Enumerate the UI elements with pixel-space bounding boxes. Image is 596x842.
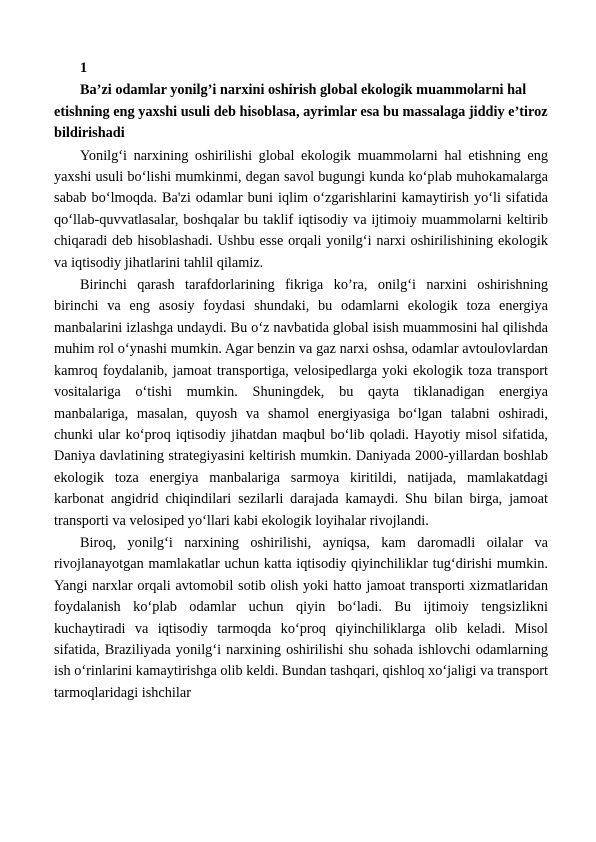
section-number: 1 (80, 60, 88, 76)
paragraph-intro: Yonilg‘i narxining oshirilishi global ekologik muammolarni hal etishning eng yaxshi usuli bo‘lishi mumkinmi, degan savol bugungi kunda ko‘plab muhokamalarga sabab bo‘lmoqda. Ba'zi odamlar buni iqlim o‘zgarishlarini kamaytirish yo‘li sifatida qo‘llab-quvvatlasalar, boshqalar bu taklif iqtisodiy va ijtimoiy muammolarni keltirib chiqaradi deb hisoblashadi. Ushbu esse orqali yonilg‘i narxi oshirilishining ekologik va iqtisodiy jihatlarini tahlil qilamiz. (54, 147, 548, 271)
essay-heading: Ba’zi odamlar yonilg’i narxini oshirish global ekologik muammolarni hal etishning eng yaxshi usuli deb hisoblasa, ayrimlar esa bu massalaga jiddiy e’tiroz bildirishadi (54, 82, 548, 142)
paragraph-argument-for: Birinchi qarash tarafdorlarining fikriga ko’ra, onilg‘i narxini oshirishning birinchi va eng asosiy foydasi shundaki, bu odamlarni ekologik toza energiya manbalarini izlashga undaydi. Bu o‘z navbatida global isish muammosini hal qilishda muhim rol o‘ynashi mumkin. Agar benzin va gaz narxi oshsa, odamlar avtoulovlardan kamroq foydalanib, jamoat transportiga, velosipedlarga yoki ekologik toza transport vositalariga o‘tishi mumkin. Shuningdek, bu qayta tiklanadigan energiya manbalariga, masalan, quyosh va shamol energiyasiga bo‘lgan talabni oshiradi, chunki ular ko‘proq iqtisodiy jihatdan maqbul bo‘lib qoladi. Hayotiy misol sifatida, Daniya davlatining strategiyasini keltirish mumkin. Daniyada 2000-yillardan boshlab ekologik toza energiya manbalariga sarmoya kiritildi, natijada, mamlakatdagi karbonat angidrid chiqindilari sezilarli darajada kamaydi. Shu bilan birga, jamoat transporti va velosiped yo‘llari kabi ekologik loyihalar rivojlandi. (54, 277, 548, 529)
document-body (54, 58, 548, 704)
paragraph-argument-against: Biroq, yonilg‘i narxining oshirilishi, ayniqsa, kam daromadli oilalar va rivojlanayotgan mamlakatlar uchun katta iqtisodiy qiyinchiliklar tug‘dirishi mumkin. Yangi narxlar orqali avtomobil sotib olish yoki hatto jamoat transporti xizmatlaridan foydalanish ko‘plab odamlar uchun qiyin bo‘ladi. Bu ijtimoiy tengsizlikni kuchaytiradi va iqtisodiy tarmoqda ko‘proq qiyinchiliklarga olib keladi. Misol sifatida, Braziliyada yonilg‘i narxining oshirilishi shu sohada ishlovchi odamlarning ish o‘rinlarini kamaytirishga olib keldi. Bundan tashqari, qishloq xo‘jaligi va transport tarmoqlaridagi ishchilar (54, 534, 548, 701)
